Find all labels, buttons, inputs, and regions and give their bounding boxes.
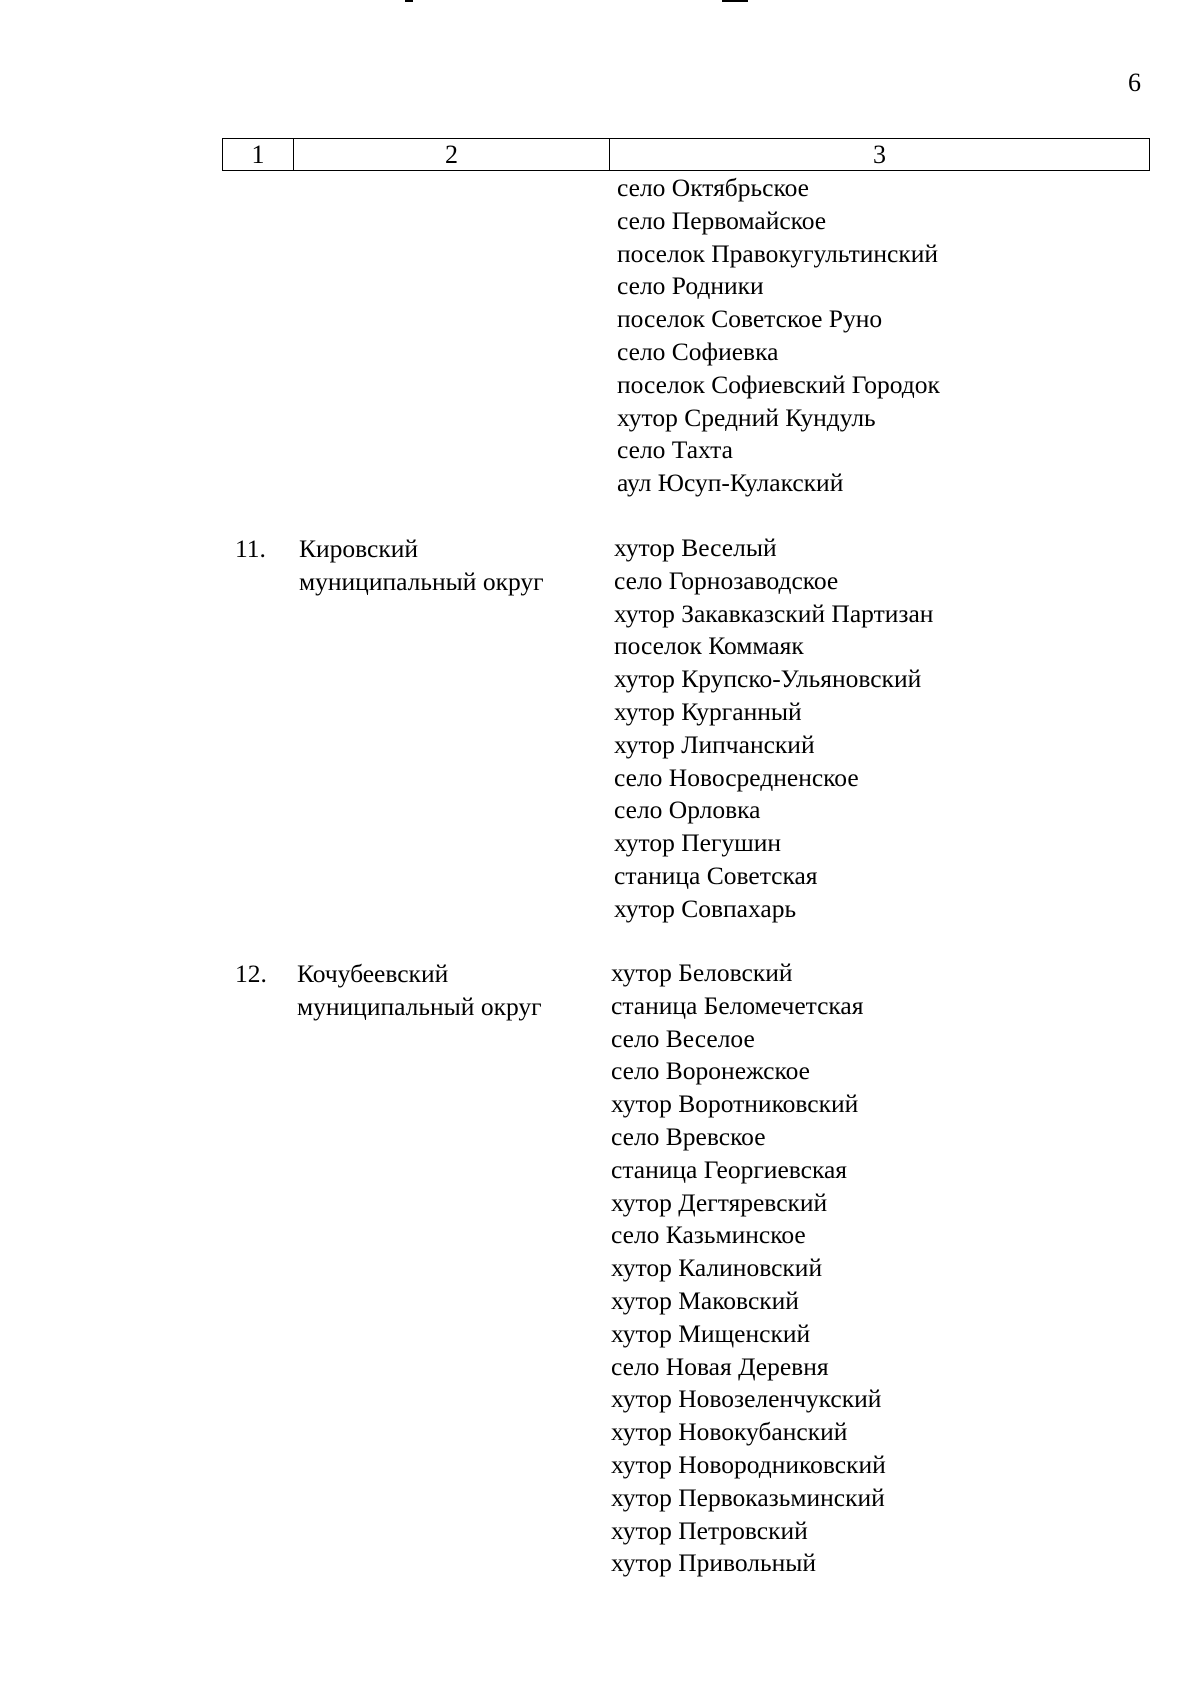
header-col-1: 1 (223, 139, 294, 170)
district-name (299, 532, 599, 598)
list-item: поселок Софиевский Городок (617, 369, 940, 399)
list-item: хутор Новозеленчукский (611, 1384, 882, 1414)
table-header (222, 138, 1150, 171)
list-item: село Новосредненское (614, 762, 859, 792)
row-number: 11. (235, 534, 266, 563)
row-number: 12. (235, 959, 267, 988)
list-item: хутор Совпахарь (614, 893, 797, 923)
district-name (297, 957, 597, 1023)
list-item: село Горнозаводское (614, 565, 839, 595)
list-item: аул Юсуп-Кулакский (617, 468, 844, 498)
settlement-list (614, 532, 933, 926)
list-item: село Софиевка (617, 336, 779, 366)
list-item: хутор Новородниковский (611, 1449, 886, 1479)
list-item: станица Советская (614, 860, 818, 890)
list-item: станица Беломечетская (611, 990, 864, 1020)
list-item: хутор Закавказский Партизан (614, 598, 934, 628)
list-item: хутор Мищенский (611, 1318, 811, 1348)
list-item: село Новая Деревня (611, 1351, 829, 1381)
list-item: хутор Маковский (611, 1285, 799, 1315)
list-item: село Веселое (611, 1023, 755, 1053)
settlement-list (611, 957, 886, 1580)
list-item: село Родники (617, 271, 764, 301)
list-item: станица Георгиевская (611, 1154, 848, 1184)
list-item: хутор Дегтяревский (611, 1187, 828, 1217)
list-item: хутор Веселый (614, 533, 777, 562)
scan-artifact-right (722, 0, 748, 2)
page-number: 6 (1128, 68, 1141, 97)
list-item: хутор Воротниковский (611, 1089, 859, 1119)
list-item: хутор Крупско-Ульяновский (614, 664, 922, 694)
list-item: хутор Курганный (614, 696, 802, 726)
list-item: поселок Советское Руно (617, 304, 883, 334)
header-col-3: 3 (873, 140, 886, 169)
list-item: поселок Правокугультинский (617, 238, 939, 268)
district-name-line-1: Кочубеевский (297, 959, 449, 988)
settlement-list (617, 172, 940, 500)
list-item: село Воронежское (611, 1056, 810, 1086)
header-col-2: 2 (294, 139, 610, 170)
list-item: село Первомайское (617, 205, 827, 235)
district-name-line-2: муниципальный округ (297, 992, 542, 1021)
list-item: село Казьминское (611, 1220, 806, 1250)
scan-artifact-left (405, 0, 413, 2)
list-item: село Октябрьское (617, 173, 809, 202)
district-name-line-1: Кировский (299, 534, 419, 563)
list-item: хутор Беловский (611, 958, 793, 987)
list-item: хутор Первоказьминский (611, 1482, 885, 1512)
list-item: хутор Липчанский (614, 729, 815, 759)
list-item: село Вревское (611, 1121, 766, 1151)
list-item: хутор Средний Кундуль (617, 402, 876, 432)
list-item: хутор Новокубанский (611, 1417, 848, 1447)
list-item: хутор Калиновский (611, 1253, 823, 1283)
district-name-line-2: муниципальный округ (299, 567, 544, 596)
list-item: село Тахта (617, 435, 733, 465)
list-item: хутор Петровский (611, 1515, 808, 1545)
list-item: хутор Привольный (611, 1548, 817, 1578)
list-item: хутор Пегушин (614, 828, 782, 858)
list-item: поселок Коммаяк (614, 631, 804, 661)
list-item: село Орловка (614, 795, 761, 825)
